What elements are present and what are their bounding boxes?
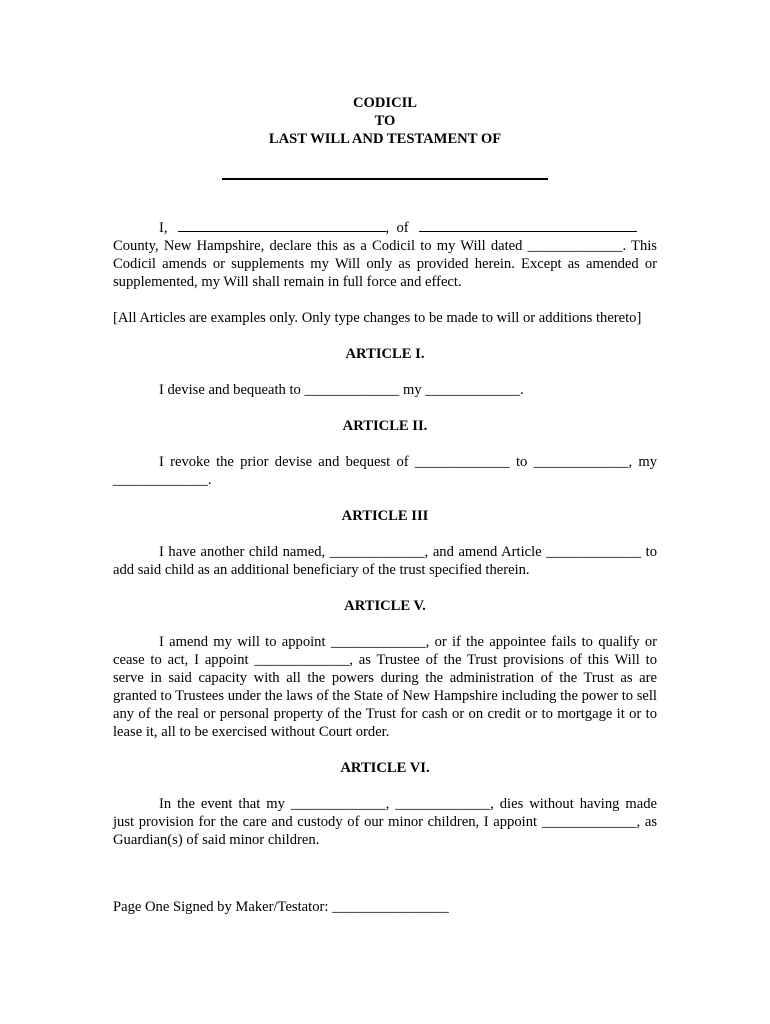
intro-prefix: I, bbox=[159, 220, 168, 236]
intro-of: , of bbox=[385, 220, 409, 236]
article-1-text: I devise and bequeath to _____________ my _____________. bbox=[159, 382, 524, 398]
intro-text: County, New Hampshire, declare this as a Codicil to my Will dated _____________. This Codicil amends or supplements my Will only as provided herein. Except as amended or supplemented, my Will shall remain in full force and effect. bbox=[113, 238, 657, 290]
title-line-to: TO bbox=[374, 113, 396, 129]
signature-line[interactable]: Page One Signed by Maker/Testator: ________________ bbox=[113, 899, 449, 915]
testator-name-blank[interactable] bbox=[222, 178, 548, 180]
title-line-codicil: CODICIL bbox=[352, 95, 418, 111]
articles-note: [All Articles are examples only. Only type changes to be made to will or additions thereto] bbox=[113, 310, 642, 326]
intro-first-line bbox=[113, 219, 657, 237]
document-title bbox=[113, 94, 657, 148]
article-5-text: I amend my will to appoint _____________, or if the appointee fails to qualify or cease to act, I appoint _____________, as Trustee of the Trust provisions of this Will to serve in said capacity with all the powers during the administration of the Trust as are granted to Trustees under the laws of the State of New Hampshire including the power to sell any of the real or personal property of the Trust for cash or on credit or to mortgage it or to lease it, all to be exercised without Court order. bbox=[113, 634, 657, 740]
article-3-text: I have another child named, _____________, and amend Article _____________ to add said child as an additional beneficiary of the trust specified therein. bbox=[113, 544, 657, 578]
article-2-heading: ARTICLE II. bbox=[342, 418, 428, 434]
document-body bbox=[113, 219, 657, 867]
article-6-text: In the event that my _____________, _____________, dies without having made just provision for the care and custody of our minor children, I appoint _____________, as Guardian(s) of said minor children. bbox=[113, 796, 657, 848]
intro-paragraph bbox=[113, 219, 657, 291]
article-3-heading: ARTICLE III bbox=[341, 508, 429, 524]
title-line-testament: LAST WILL AND TESTAMENT OF bbox=[268, 131, 502, 147]
county-field[interactable] bbox=[419, 219, 637, 232]
article-5-heading: ARTICLE V. bbox=[344, 598, 426, 614]
testator-name-field[interactable] bbox=[178, 219, 386, 232]
article-1-heading: ARTICLE I. bbox=[345, 346, 425, 362]
article-2-text: I revoke the prior devise and bequest of _____________ to _____________, my _____________. bbox=[113, 454, 657, 488]
article-6-heading: ARTICLE VI. bbox=[340, 760, 430, 776]
